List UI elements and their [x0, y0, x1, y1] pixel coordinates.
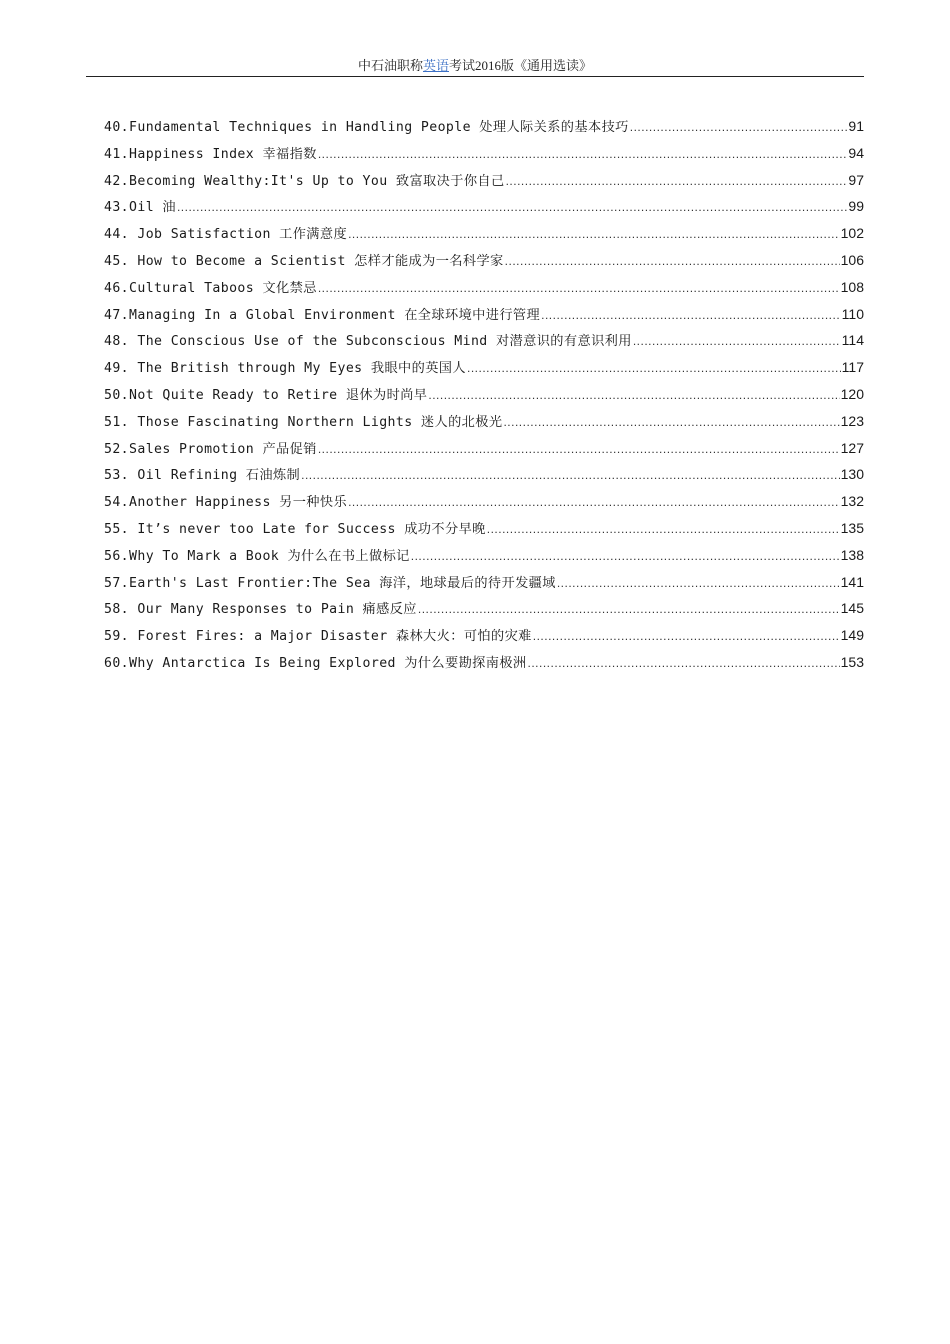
toc-entry-title: 43.Oil 油: [104, 200, 176, 216]
toc-dot-leader: [418, 596, 840, 623]
toc-dot-leader: [505, 248, 840, 275]
toc-entry[interactable]: [104, 622, 864, 649]
toc-dot-leader: [318, 141, 848, 168]
toc-page-number: 117: [841, 359, 864, 376]
toc-entry-title: 60.Why Antarctica Is Being Explored 为什么要勘探南极洲: [104, 655, 527, 671]
toc-entry[interactable]: [104, 354, 864, 381]
toc-entry-title: 49. The British through My Eyes 我眼中的英国人: [104, 361, 466, 377]
toc-dot-leader: [528, 650, 840, 677]
toc-dot-leader: [503, 409, 839, 436]
toc-dot-leader: [533, 623, 840, 650]
toc-entry-title: 55. It’s never too Late for Success 成功不分早晚: [104, 521, 486, 537]
table-of-contents: [104, 113, 864, 676]
toc-entry-title: 58. Our Many Responses to Pain 痛感反应: [104, 602, 417, 618]
toc-dot-leader: [318, 436, 840, 463]
toc-page-number: 123: [840, 412, 864, 429]
toc-dot-leader: [630, 114, 848, 141]
toc-entry-title: 44. Job Satisfaction 工作满意度: [104, 227, 348, 243]
toc-entry-title: 52.Sales Promotion 产品促销: [104, 441, 317, 457]
toc-entry[interactable]: [104, 595, 864, 622]
toc-dot-leader: [348, 489, 840, 516]
toc-dot-leader: [318, 275, 840, 302]
toc-entry[interactable]: [104, 301, 864, 328]
toc-dot-leader: [541, 302, 841, 329]
toc-entry-title: 46.Cultural Taboos 文化禁忌: [104, 280, 317, 296]
toc-entry-title: 57.Earth's Last Frontier:The Sea 海洋，地球最后的待开发疆域: [104, 575, 556, 591]
toc-dot-leader: [506, 168, 848, 195]
toc-entry-title: 54.Another Happiness 另一种快乐: [104, 495, 348, 511]
toc-entry[interactable]: [104, 461, 864, 488]
toc-page-number: 106: [840, 251, 864, 268]
toc-entry-title: 47.Managing In a Global Environment 在全球环境中进行管理: [104, 307, 541, 323]
toc-page-number: 141: [840, 573, 864, 590]
toc-page-number: 138: [840, 546, 864, 563]
header-title-link[interactable]: 英语: [422, 58, 449, 73]
toc-entry[interactable]: [104, 220, 864, 247]
toc-dot-leader: [487, 516, 840, 543]
toc-entry[interactable]: [104, 515, 864, 542]
toc-page-number: 130: [840, 466, 864, 483]
toc-entry[interactable]: [104, 381, 864, 408]
toc-entry[interactable]: [104, 327, 864, 354]
toc-dot-leader: [301, 462, 840, 489]
toc-entry-title: 56.Why To Mark a Book 为什么在书上做标记: [104, 548, 410, 564]
toc-entry[interactable]: [104, 140, 864, 167]
toc-dot-leader: [177, 194, 847, 221]
header-title-prefix: 中石油职称: [357, 58, 423, 73]
toc-page-number: 97: [848, 171, 864, 188]
toc-entry[interactable]: [104, 649, 864, 676]
toc-dot-leader: [633, 328, 841, 355]
toc-page-number: 132: [840, 493, 864, 510]
toc-dot-leader: [467, 355, 841, 382]
toc-entry[interactable]: [104, 167, 864, 194]
toc-page-number: 153: [840, 653, 864, 670]
toc-page-number: 127: [840, 439, 864, 456]
toc-dot-leader: [411, 543, 840, 570]
toc-entry-title: 41.Happiness Index 幸福指数: [104, 146, 317, 162]
toc-page-number: 91: [848, 118, 864, 134]
page-header: [86, 56, 864, 77]
toc-page-number: 135: [840, 519, 864, 536]
toc-entry[interactable]: [104, 569, 864, 596]
toc-entry-title: 51. Those Fascinating Northern Lights 迷人的北极光: [104, 414, 503, 430]
toc-dot-leader: [557, 570, 840, 597]
toc-dot-leader: [348, 221, 840, 248]
toc-entry-title: 59. Forest Fires: a Major Disaster 森林大火：可怕的灾难: [104, 629, 532, 645]
toc-entry-title: 50.Not Quite Ready to Retire 退休为时尚早: [104, 387, 428, 403]
toc-entry-title: 40.Fundamental Techniques in Handling People 处理人际关系的基本技巧: [104, 120, 629, 135]
toc-entry[interactable]: [104, 193, 864, 220]
toc-entry[interactable]: [104, 113, 864, 140]
toc-page-number: 145: [840, 600, 864, 617]
toc-page-number: 120: [840, 385, 864, 402]
toc-entry[interactable]: [104, 488, 864, 515]
header-title-suffix: 考试2016版《通用选读》: [449, 58, 593, 73]
toc-entry-title: 42.Becoming Wealthy:It's Up to You 致富取决于你自己: [104, 173, 505, 189]
toc-entry[interactable]: [104, 435, 864, 462]
toc-dot-leader: [428, 382, 839, 409]
toc-page-number: 149: [840, 627, 864, 644]
toc-page-number: 94: [848, 144, 864, 161]
toc-entry[interactable]: [104, 247, 864, 274]
toc-page-number: 114: [841, 332, 864, 349]
toc-page-number: 102: [840, 225, 864, 242]
toc-page-number: 110: [841, 305, 864, 322]
toc-entry-title: 53. Oil Refining 石油炼制: [104, 468, 301, 484]
toc-entry-title: 45. How to Become a Scientist 怎样才能成为一名科学家: [104, 253, 504, 269]
toc-entry[interactable]: [104, 274, 864, 301]
toc-page-number: 108: [840, 278, 864, 295]
toc-entry[interactable]: [104, 408, 864, 435]
toc-entry-title: 48. The Conscious Use of the Subconscious Mind 对潜意识的有意识利用: [104, 334, 632, 350]
toc-page-number: 99: [848, 198, 864, 215]
toc-entry[interactable]: [104, 542, 864, 569]
